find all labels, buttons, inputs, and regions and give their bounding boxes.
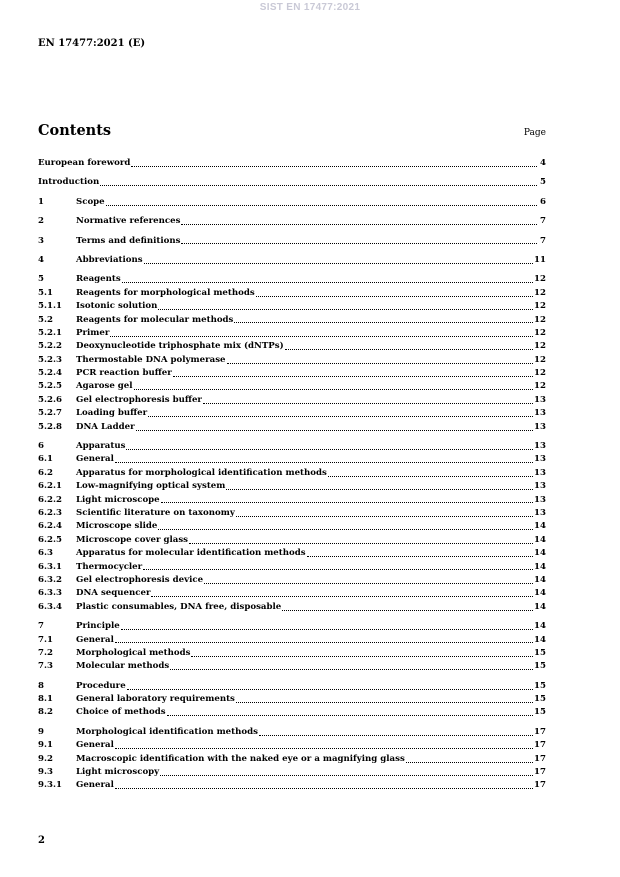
toc-entry-number: 3 — [38, 235, 44, 246]
toc-entry[interactable] — [38, 753, 546, 766]
toc-entry-page: 13 — [534, 454, 546, 465]
toc-entry[interactable] — [38, 494, 546, 507]
toc-dot-leader — [406, 762, 533, 763]
toc-entry-number: 9.2 — [38, 753, 53, 764]
toc-entry-title: Normative references — [76, 216, 181, 227]
toc-entry-number: 5.2.5 — [38, 381, 62, 392]
toc-entry-page: 4 — [540, 158, 546, 168]
toc-dot-leader — [110, 336, 533, 337]
toc-entry-title: Reagents for molecular methods — [76, 314, 234, 325]
toc-entry-page: 12 — [534, 354, 546, 365]
toc-entry-number: 5.2.4 — [38, 368, 62, 379]
toc-entry-title: Scientific literature on taxonomy — [76, 507, 235, 518]
toc-entry-title: General — [76, 454, 114, 465]
toc-entry-page: 6 — [540, 196, 546, 207]
document-id-header: EN 17477:2021 (E) — [38, 38, 146, 49]
toc-entry-page: 12 — [534, 368, 546, 379]
toc-entry-number: 2 — [38, 216, 44, 227]
toc-dot-leader — [121, 629, 533, 630]
toc-entry[interactable] — [38, 467, 546, 480]
toc-entry-page: 13 — [534, 481, 546, 492]
toc-entry[interactable] — [38, 693, 546, 706]
toc-entry-title: Morphological identification methods — [76, 726, 258, 737]
toc-entry-number: 4 — [38, 254, 44, 265]
toc-entry-number: 6.2.5 — [38, 534, 62, 545]
toc-dot-leader — [160, 775, 533, 776]
toc-entry-page: 12 — [534, 301, 546, 312]
toc-entry-title: Low-magnifying optical system — [76, 481, 226, 492]
toc-entry-number: 9 — [38, 726, 44, 737]
toc-dot-leader — [161, 502, 533, 503]
toc-dot-leader — [328, 476, 533, 477]
toc-entry[interactable] — [38, 660, 546, 673]
toc-dot-leader — [227, 363, 534, 364]
toc-entry-title: PCR reaction buffer — [76, 368, 172, 379]
toc-entry-title: Apparatus for molecular identification methods — [76, 548, 306, 559]
toc-dot-leader — [158, 309, 533, 310]
toc-entry-page: 13 — [534, 408, 546, 419]
toc-entry-title: General — [76, 740, 114, 751]
toc-entry[interactable] — [38, 680, 546, 693]
toc-entry[interactable] — [38, 634, 546, 647]
toc-entry[interactable] — [38, 176, 546, 189]
toc-entry-title: Molecular methods — [76, 661, 170, 672]
toc-entry-title: General — [76, 780, 114, 791]
toc-entry-number: 6.1 — [38, 454, 53, 465]
toc-dot-leader — [106, 205, 537, 206]
toc-entry-title: Microscope cover glass — [76, 534, 189, 545]
toc-entry-page: 15 — [534, 647, 546, 658]
toc-entry-number: 6.2.3 — [38, 507, 62, 518]
toc-entry-number: 8 — [38, 680, 44, 691]
toc-dot-leader — [115, 748, 533, 749]
toc-dot-leader — [136, 430, 533, 431]
toc-entry[interactable] — [38, 327, 546, 340]
toc-dot-leader — [151, 596, 533, 597]
contents-heading: Contents — [38, 122, 112, 139]
toc-entry-title: Plastic consumables, DNA free, disposable — [76, 601, 282, 612]
toc-entry-page: 15 — [534, 694, 546, 705]
toc-dot-leader — [148, 416, 533, 417]
toc-entry-title: Microscope slide — [76, 521, 158, 532]
toc-entry-number: 5.1 — [38, 287, 53, 298]
toc-entry-number: 6.2.1 — [38, 481, 62, 492]
toc-entry-title: Isotonic solution — [76, 301, 158, 312]
toc-dot-leader — [115, 642, 533, 643]
toc-dot-leader — [126, 449, 533, 450]
toc-entry[interactable] — [38, 215, 546, 228]
toc-dot-leader — [203, 403, 533, 404]
toc-entry[interactable] — [38, 196, 546, 209]
toc-dot-leader — [143, 569, 533, 570]
table-of-contents — [38, 157, 546, 793]
toc-entry-number: 6.3.2 — [38, 574, 62, 585]
toc-entry-number: 6.3.3 — [38, 588, 62, 599]
toc-dot-leader — [181, 224, 537, 225]
toc-entry-title: DNA Ladder — [76, 421, 135, 432]
toc-entry[interactable] — [38, 421, 546, 434]
toc-entry[interactable] — [38, 314, 546, 327]
toc-entry-number: 5.2.1 — [38, 327, 62, 338]
toc-entry-number: 6.3 — [38, 548, 53, 559]
toc-entry-title: Apparatus — [76, 441, 126, 452]
toc-entry[interactable] — [38, 453, 546, 466]
toc-entry-page: 12 — [534, 274, 546, 285]
toc-entry-number: 5.1.1 — [38, 301, 62, 312]
toc-entry-title: DNA sequencer — [76, 588, 151, 599]
toc-entry-number: 6.3.4 — [38, 601, 62, 612]
watermark: SIST EN 17477:2021 — [259, 2, 361, 13]
toc-dot-leader — [173, 376, 533, 377]
toc-entry[interactable] — [38, 620, 546, 633]
toc-entry-number: 7.3 — [38, 661, 53, 672]
toc-entry-title: Light microscopy — [76, 767, 160, 778]
toc-entry-number: 6.2.2 — [38, 494, 62, 505]
toc-entry[interactable] — [38, 534, 546, 547]
toc-entry[interactable] — [38, 480, 546, 493]
toc-entry[interactable] — [38, 367, 546, 380]
toc-entry-title: Thermocycler — [76, 561, 143, 572]
toc-entry[interactable] — [38, 739, 546, 752]
toc-entry-title: Abbreviations — [76, 254, 143, 265]
toc-entry-title: General — [76, 634, 114, 645]
toc-entry-page: 7 — [540, 216, 546, 227]
toc-entry-page: 13 — [534, 494, 546, 505]
toc-entry-number: 8.2 — [38, 707, 53, 718]
toc-entry-page: 14 — [534, 534, 546, 545]
toc-entry-title: Introduction — [38, 177, 100, 188]
toc-entry-title: Light microscope — [76, 494, 160, 505]
page-number: 2 — [38, 835, 45, 846]
toc-entry-title: Gel electrophoresis device — [76, 574, 204, 585]
toc-entry[interactable] — [38, 766, 546, 779]
toc-dot-leader — [115, 788, 533, 789]
toc-entry[interactable] — [38, 440, 546, 453]
toc-dot-leader — [282, 610, 533, 611]
toc-entry-page: 17 — [534, 740, 546, 751]
toc-entry-number: 5.2.2 — [38, 341, 62, 352]
toc-entry-page: 13 — [534, 421, 546, 432]
toc-dot-leader — [122, 282, 533, 283]
toc-entry-page: 17 — [534, 767, 546, 778]
toc-entry-title: Thermostable DNA polymerase — [76, 354, 226, 365]
toc-dot-leader — [285, 349, 533, 350]
toc-entry-number: 6.3.1 — [38, 561, 62, 572]
toc-entry-page: 11 — [534, 254, 546, 265]
toc-entry-page: 13 — [534, 467, 546, 478]
toc-entry[interactable] — [38, 779, 546, 792]
toc-dot-leader — [134, 389, 533, 390]
toc-entry-title: Apparatus for morphological identification methods — [76, 467, 327, 478]
toc-entry[interactable] — [38, 574, 546, 587]
toc-dot-leader — [115, 462, 533, 463]
toc-entry[interactable] — [38, 235, 546, 248]
toc-entry-number: 6 — [38, 441, 44, 452]
toc-entry-number: 7.1 — [38, 634, 53, 645]
toc-entry-number: 5 — [38, 274, 44, 285]
toc-entry-page: 14 — [534, 548, 546, 559]
toc-entry-page: 13 — [534, 394, 546, 405]
toc-dot-leader — [144, 263, 533, 264]
toc-entry[interactable] — [38, 354, 546, 367]
toc-entry-number: 7.2 — [38, 647, 53, 658]
toc-entry-title: Deoxynucleotide triphosphate mix (dNTPs) — [76, 341, 284, 352]
toc-entry[interactable] — [38, 300, 546, 313]
toc-dot-leader — [170, 669, 533, 670]
toc-dot-leader — [131, 166, 537, 167]
toc-entry-page: 14 — [534, 634, 546, 645]
toc-entry-number: 6.2.4 — [38, 521, 62, 532]
toc-dot-leader — [167, 715, 533, 716]
toc-entry[interactable] — [38, 340, 546, 353]
toc-entry[interactable] — [38, 507, 546, 520]
toc-dot-leader — [234, 322, 533, 323]
toc-entry-title: General laboratory requirements — [76, 694, 235, 705]
toc-entry[interactable] — [38, 706, 546, 719]
toc-entry-title: Choice of methods — [76, 707, 166, 718]
toc-entry[interactable] — [38, 287, 546, 300]
toc-dot-leader — [127, 689, 533, 690]
toc-entry-page: 14 — [534, 588, 546, 599]
toc-dot-leader — [158, 529, 533, 530]
toc-entry-number: 7 — [38, 621, 44, 632]
toc-entry-page: 17 — [534, 753, 546, 764]
toc-entry[interactable] — [38, 647, 546, 660]
toc-entry-number: 6.2 — [38, 467, 53, 478]
toc-entry-page: 15 — [534, 661, 546, 672]
toc-entry-page: 12 — [534, 381, 546, 392]
toc-entry-page: 14 — [534, 601, 546, 612]
toc-entry-page: 5 — [540, 177, 546, 188]
toc-entry-page: 17 — [534, 726, 546, 737]
toc-entry-page: 17 — [534, 780, 546, 791]
toc-entry-title: Reagents for morphological methods — [76, 287, 255, 298]
toc-entry-number: 1 — [38, 196, 44, 207]
toc-entry[interactable] — [38, 273, 546, 286]
toc-entry-number: 8.1 — [38, 694, 53, 705]
toc-entry-page: 13 — [534, 507, 546, 518]
toc-entry-title: Loading buffer — [76, 408, 148, 419]
toc-dot-leader — [226, 489, 533, 490]
toc-entry-title: Morphological methods — [76, 647, 191, 658]
toc-entry-page: 12 — [534, 314, 546, 325]
toc-entry-number: 5.2 — [38, 314, 53, 325]
toc-entry-page: 15 — [534, 680, 546, 691]
toc-entry-page: 13 — [534, 441, 546, 452]
toc-dot-leader — [236, 516, 533, 517]
toc-entry-number: 9.1 — [38, 740, 53, 751]
toc-entry-title: Primer — [76, 327, 110, 338]
toc-entry-page: 14 — [534, 561, 546, 572]
toc-entry-page: 15 — [534, 707, 546, 718]
page-column-label: Page — [523, 128, 546, 138]
toc-entry[interactable] — [38, 726, 546, 739]
toc-entry[interactable] — [38, 254, 546, 267]
toc-entry[interactable] — [38, 587, 546, 600]
toc-entry-number: 5.2.8 — [38, 421, 62, 432]
toc-dot-leader — [307, 556, 533, 557]
toc-entry-page: 14 — [534, 621, 546, 632]
toc-entry-title: Principle — [76, 621, 120, 632]
toc-entry-title: Terms and definitions — [76, 235, 181, 246]
toc-entry[interactable] — [38, 380, 546, 393]
toc-entry-title: Reagents — [76, 274, 121, 285]
toc-entry-title: European foreword — [38, 158, 131, 168]
toc-entry-page: 14 — [534, 574, 546, 585]
toc-entry-number: 5.2.3 — [38, 354, 62, 365]
toc-entry-number: 9.3.1 — [38, 780, 62, 791]
toc-entry-page: 12 — [534, 327, 546, 338]
toc-entry-title: Macroscopic identification with the naked eye or a magnifying glass — [76, 753, 405, 764]
toc-entry-title: Gel electrophoresis buffer — [76, 394, 202, 405]
toc-dot-leader — [204, 583, 533, 584]
toc-entry[interactable] — [38, 394, 546, 407]
toc-entry[interactable] — [38, 561, 546, 574]
toc-entry-title: Procedure — [76, 680, 126, 691]
toc-entry-number: 9.3 — [38, 767, 53, 778]
toc-entry-page: 12 — [534, 287, 546, 298]
toc-entry-title: Scope — [76, 196, 105, 207]
toc-dot-leader — [191, 656, 533, 657]
toc-entry[interactable] — [38, 407, 546, 420]
toc-entry-page: 12 — [534, 341, 546, 352]
toc-entry-page: 14 — [534, 521, 546, 532]
toc-dot-leader — [256, 296, 533, 297]
toc-dot-leader — [259, 735, 533, 736]
toc-dot-leader — [189, 543, 533, 544]
toc-entry-title: Agarose gel — [76, 381, 133, 392]
toc-dot-leader — [100, 185, 537, 186]
toc-entry-number: 5.2.6 — [38, 394, 62, 405]
toc-dot-leader — [181, 243, 537, 244]
toc-entry-number: 5.2.7 — [38, 408, 62, 419]
toc-entry[interactable] — [38, 520, 546, 533]
toc-entry-page: 7 — [540, 235, 546, 246]
toc-entry[interactable] — [38, 547, 546, 560]
toc-entry[interactable] — [38, 601, 546, 614]
toc-entry[interactable] — [38, 157, 546, 170]
toc-dot-leader — [236, 702, 533, 703]
